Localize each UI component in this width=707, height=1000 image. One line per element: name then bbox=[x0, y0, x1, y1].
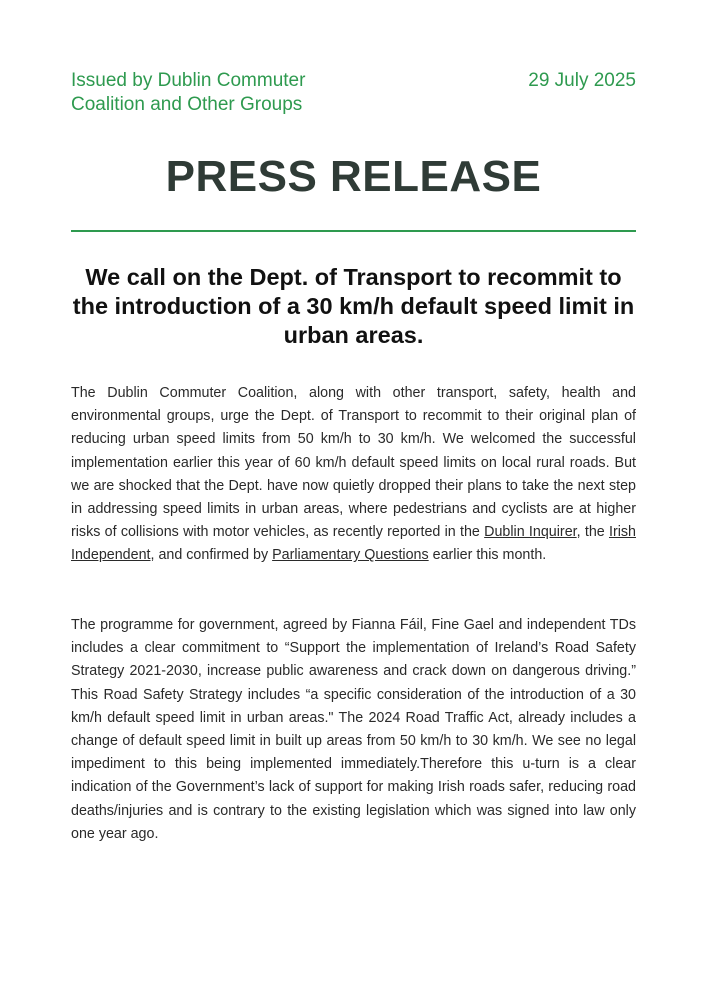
headline: We call on the Dept. of Transport to recommit to the introduction of a 30 km/h default speed limit in urban areas. bbox=[72, 264, 635, 348]
irish-independent-link[interactable]: Irish Independent bbox=[71, 524, 636, 564]
body-paragraph-2: The programme for government, agreed by Fianna Fáil, Fine Gael and independent TDs includes a clear commitment to “Support the implementation of Ireland’s Road Safety Strategy 2021-2030, increase public awareness and crack down on dangerous driving.” This Road Safety Strategy includes “a specific consideration of the introduction of a 30 km/h default speed limit in urban areas." The 2024 Road Traffic Act, already includes a change of default speed limit in built up areas from 50 km/h to 30 km/h. We see no legal impediment to this being implemented immediately.Therefore this u-turn is a clear indication of the Government’s lack of support for making Irish roads safer, reducing road deaths/injuries and is contrary to the existing legislation which was signed into law only one year ago. bbox=[71, 617, 636, 842]
dublin-inquirer-link[interactable]: Dublin Inquirer bbox=[484, 524, 577, 541]
paragraph-1-text-d: earlier this month. bbox=[428, 547, 547, 564]
parliamentary-questions-link[interactable]: Parliamentary Questions bbox=[272, 547, 429, 564]
body-paragraph-1 bbox=[71, 382, 636, 568]
issue-date: 29 July 2025 bbox=[528, 70, 636, 91]
issuer-line: Issued by Dublin Commuter Coalition and Other Groups bbox=[71, 70, 306, 115]
paragraph-1-text-b: , the bbox=[576, 524, 609, 541]
title-divider bbox=[71, 230, 636, 232]
paragraph-1-text-c: , and confirmed by bbox=[150, 547, 273, 564]
page-title: PRESS RELEASE bbox=[165, 152, 542, 201]
paragraph-1-text-a: The Dublin Commuter Coalition, along with other transport, safety, health and environmental groups, urge the Dept. of Transport to recommit to their original plan of reducing urban speed limits from 50 km/h to 30 km/h. We welcomed the successful implementation earlier this year of 60 km/h default speed limits on local rural roads. But we are shocked that the Dept. have now quietly dropped their plans to take the next step in addressing speed limits in urban areas, where pedestrians and cyclists are at higher risks of collisions with motor vehicles, as recently reported in the bbox=[71, 385, 636, 541]
